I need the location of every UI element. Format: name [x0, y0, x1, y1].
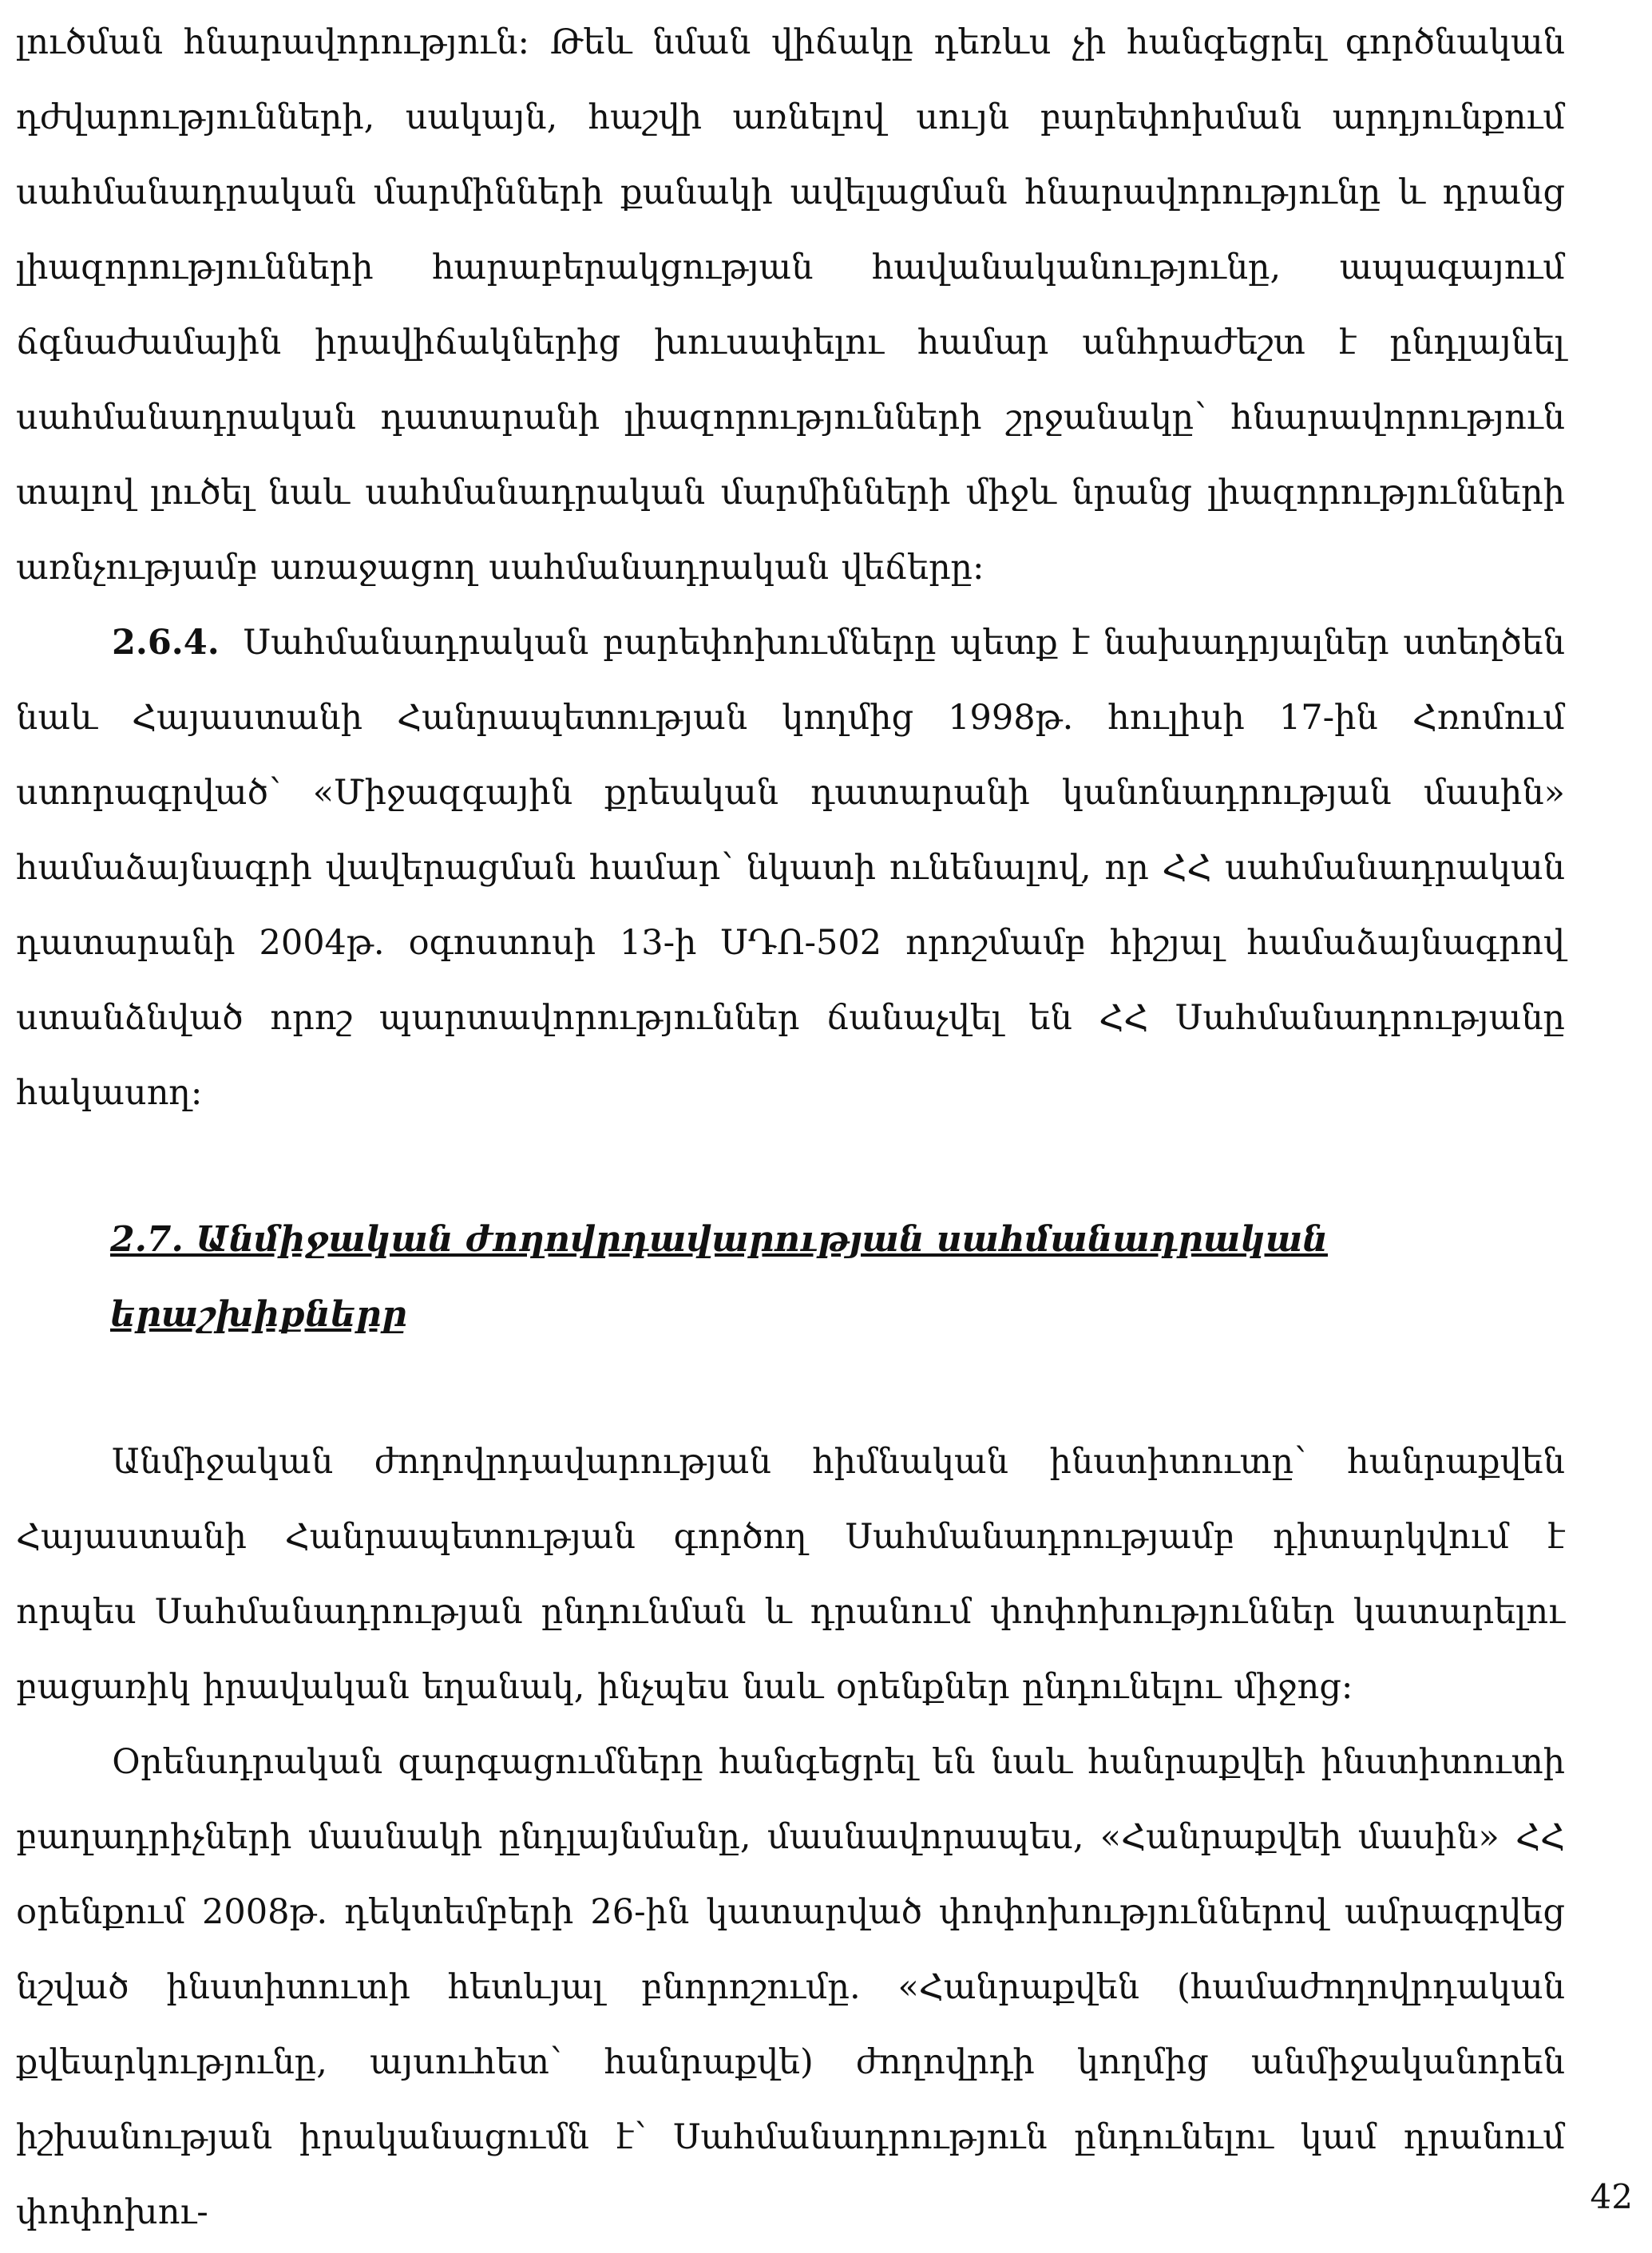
document-page — [16, 5, 1565, 2240]
page-number: 42 — [1590, 2177, 1633, 2216]
paragraph-section-2-6-4 — [16, 605, 1565, 1130]
paragraph-text: Սահմանադրական բարեփոխումները պետք է նախադրյալներ ստեղծեն նաև Հայաստանի Հանրապետության կողմից 1998թ. հուլիսի 17-ին Հռոմում ստորագրված՝ «Միջազգային քրեական դատարանի կանոնադրության մասին» համաձայնագրի վավերացման համար՝ նկատի ունենալով, որ ՀՀ սահմանադրական դատարանի 2004թ. օգոստոսի 13-ի ՍԴՈ-502 որոշմամբ հիշյալ համաձայնագրով ստանձնված որոշ պարտավորություններ ճանաչվել են ՀՀ Սահմանադրությանը հակասող: — [16, 623, 1565, 1113]
paragraph-legislative-developments: Օրենսդրական զարգացումները հանգեցրել են նաև հանրաքվեի ինստիտուտի բաղադրիչների մասնակի ընդլայնմանը, մասնավորապես, «Հանրաքվեի մասին» ՀՀ օրենքում 2008թ. դեկտեմբերի 26-ին կատարված փոփոխություններով ամրագրվեց նշված ինստիտուտի հետևյալ բնորոշումը. «Հանրաքվեն (համաժողովրդական քվեարկությունը, այսուհետ՝ հանրաքվե) ժողովրդի կողմից անմիջականորեն իշխանության իրականացումն է՝ Սահմանադրություն ընդունելու կամ դրանում փոփոխու- — [16, 1742, 1565, 2232]
paragraph-continuation: լուծման հնարավորություն: Թեև նման վիճակը դեռևս չի հանգեցրել գործնական դժվարությունների, սակայն, հաշվի առնելով սույն բարեփոխման արդյունքում սահմանադրական մարմինների քանակի ավելացման հնարավորությունը և դրանց լիազորությունների հարաբերակցության հավանականությունը, ապագայում ճգնաժամային իրավիճակներից խուսափելու համար անհրաժեշտ է ընդլայնել սահմանադրական դատարանի լիազորությունների շրջանակը՝ հնարավորություն տալով լուծել նաև սահմանադրական մարմինների միջև նրանց լիազորությունների առնչությամբ առաջացող սահմանադրական վեճերը: — [16, 22, 1565, 588]
paragraph-referendum-institute: Անմիջական ժողովրդավարության հիմնական ինստիտուտը՝ հանրաքվեն Հայաստանի Հանրապետության գործող Սահմանադրությամբ դիտարկվում է որպես Սահմանադրության ընդունման և դրանում փոփոխություններ կատարելու բացառիկ իրավական եղանակ, ինչպես նաև օրենքներ ընդունելու միջոց: — [16, 1442, 1565, 1707]
section-heading: 2.7. Անմիջական ժողովրդավարության սահմանադրական երաշխիքները — [110, 1219, 1328, 1335]
section-number: 2.6.4. — [112, 623, 220, 663]
